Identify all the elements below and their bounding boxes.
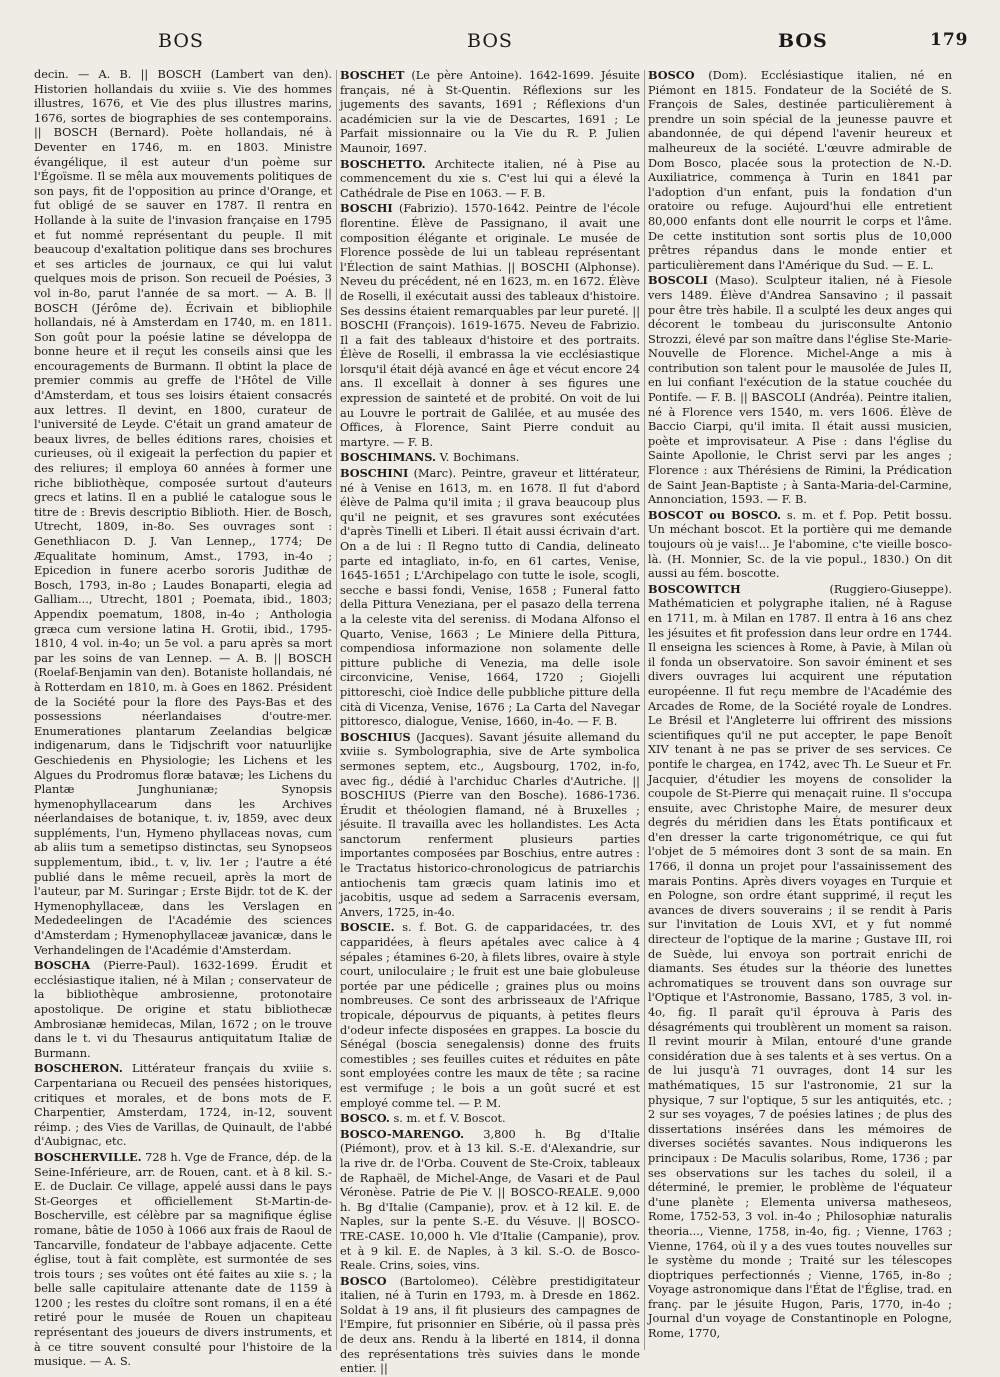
entry-headword: BOSCHERON. xyxy=(34,1061,123,1076)
dictionary-entry xyxy=(340,1127,640,1274)
dictionary-entry xyxy=(34,958,332,1061)
running-head-center: BOS xyxy=(467,30,513,52)
entry-headword: BOSCHERVILLE. xyxy=(34,1149,142,1164)
entry-headword: BOSCHA xyxy=(34,958,91,973)
entry-text: (Jacques). Savant jésuite allemand du xviiie s. Symbolographia, sive de Arte symbolica sermones septem, etc., Augsbourg, 1702, in-fo, avec fig., dédié à l'archiduc Charles d'Autriche. || BOSCHIUS (Pierre van den Bosche). 1686-1736. Érudit et théologien flamand, né à Bruxelles ; jésuite. Il travailla avec les hollandistes. Les Acta sanctorum renferment plusieurs parties importantes composées par Boschius, entre autres : le Tractatus historico-chronologicus de patriarchis antiochenis tam græcis quam latinis imo et jacobitis, usque ad sedem a Sarracenis eversam, Anvers, 1725, in-4o. xyxy=(340,730,640,919)
entry-text: (Maso). Sculpteur italien, né à Fiesole vers 1489. Élève d'Andrea Sansavino ; il passait pour être très habile. Il a sculpté les deux anges qui décorent le tombeau du jurisconsulte Antonio Strozzi, élevé par son maître dans l'église Ste-Marie-Nouvelle de Florence. Michel-Ange a mis à contribution son talent pour le mausolée de Jules II, en lui confiant l'exécution de la statue couchée du Pontife. — F. B. || BASCOLI (Andréa). Peintre italien, né à Florence vers 1540, m. vers 1606. Élève de Baccio Ciarpi, qu'il imita. Il était aussi musicien, poète et improvisateur. A Pise : dans l'église du Sainte Apollonie, le Christ servi par les anges ; Florence : aux Thérésiens de Rimini, la Prédication de Saint Jean-Baptiste ; à Santa-Maria-del-Carmine, Annonciation, 1593. — F. B. xyxy=(648,274,952,507)
dictionary-entry xyxy=(340,450,640,466)
column-2 xyxy=(340,68,640,1376)
entry-text: decin. — A. B. || BOSCH (Lambert van den). Historien hollandais du xviiie s. Vie des hommes illustres, 1676, et Vie des plus illustres marins, 1676, sortes de biographies de ses contemporains. || BOSCH (Bernard). Poète hollandais, né à Deventer en 1746, m. en 1803. Ministre évangélique, il est auteur d'un poème sur l'Égoïsme. Il se mêla aux mouvements politiques de son pays, fit de l'opposition au prince d'Orange, et fut obligé de se sauver en 1787. Il rentra en Hollande à la suite de l'invasion française en 1795 et fut nommé représentant du peuple. Il mit beaucoup d'exaltation politique dans ses brochures et ses articles de journaux, ce qui lui valut quelques mois de prison. Son recueil de Poésies, 3 vol in-8o, parut l'année de sa mort. — A. B. || BOSCH (Jérôme de). Écrivain et bibliophile hollandais, né à Amsterdam en 1740, m. en 1811. Son goût pour la poésie latine se développa de bonne heure et il reçut les conseils ainsi que les encouragements de Burmann. Il obtint la place de premier commis au greffe de l'Hôtel de Ville d'Amsterdam, et tous ses loisirs étaient consacrés aux lettres. Il devint, en 1800, curateur de l'université de Leyde. C'était un grand amateur de beaux livres, de belles éditions rares, choisies et curieuses, où il exigeait la perfection du papier et des reliures; il employa 60 années à former une riche bibliothèque, composée surtout d'auteurs grecs et latins. Il en a publié le catalogue sous le titre de : Brevis descriptio Biblioth. Hier. de Bosch, Utrecht, 1809, in-8o. Ses ouvrages sont : Genethliacon D. J. Van Lennep,, 1774; De Æqualitate hominum, Amst., 1793, in-4o ; Epicedion in funere acerbo sororis Judithæ de Bosch, 1793, in-8o ; Laudes Bonaparti, elegia ad Galliam..., Utrecht, 1801 ; Poemata, ibid., 1803; Appendix poematum, 1808, in-4o ; Anthologia græca cum versione latina H. Grotii, ibid., 1795-1810, 4 vol. in-4o; un 5e vol. a paru après sa mort par les soins de van Lennep. — A. B. || BOSCH (Roelaf-Benjamin van den). Botaniste hollandais, né à Rotterdam en 1810, m. à Goes en 1862. Président de la Société pour la flore des Pays-Bas et des possessions néerlandaises d'outre-mer. Enumerationes plantarum Zeelandias belgicæ indigenarum, dans le Tidjschrift voor natuurlijke Geschiedenis en Physiologie; les Lichens et les Algues du Prodromus floræ batavæ; les Lichens du Plantæ Junghunianæ; Synopsis hymenophyllacearum dans les Archives néerlandaises de botanique, t. iv, 1859, avec deux suppléments, l'un, Hymeno phyllaceas novas, cum ab aliis tum a semetipso distinctas, seu Synopseos supplementum, ibid., t. v, liv. 1er ; l'autre a été publié dans le même recueil, après la mort de l'auteur, par M. Suringar ; Erste Bijdr. tot de K. der Hymenophyllaceæ, dans les Verslagen en Mededeelingen de l'Académie des sciences d'Amsterdam ; Hymenophyllaceæ javanicæ, dans le Verhandelingen de l'Académie d'Amsterdam. xyxy=(34,68,332,957)
dictionary-entry xyxy=(340,1111,640,1127)
entry-headword: BOSCO xyxy=(340,1273,387,1288)
dictionary-entry xyxy=(340,157,640,202)
entry-headword: BOSCOWITCH xyxy=(648,581,741,596)
entry-text: (Ruggiero-Giuseppe). Mathématicien et polygraphe italien, né à Raguse en 1711, m. à Milan en 1787. Il entra à 16 ans chez les jésuites et fit profession dans leur ordre en 1744. Il enseigna les sciences à Rome, à Pavie, à Milan où il fonda un observatoire. Son savoir éminent et ses divers ouvrages lui acquirent une réputation européenne. Il fut reçu membre de l'Académie des Arcades de Rome, de la Société royale de Londres. Le Brésil et l'Angleterre lui offrirent des missions scientifiques qu'il ne put accepter, le pape Benoît XIV tenant à ne pas se priver de ses services. Ce pontife le chargea, en 1742, avec Th. Le Sueur et Fr. Jacquier, d'étudier les moyens de consolider la coupole de St-Pierre qui menaçait ruine. Il s'occupa ensuite, avec Christophe Maire, de mesurer deux degrés du méridien dans les États pontificaux et d'en dresser la carte trigonométrique, ce qui fut l'objet de 5 mémoires dont 3 sont de sa main. En 1766, il donna un projet pour l'assainissement des marais Pontins. Après divers voyages en Turquie et en Pologne, son ordre étant supprimé, il reçut les avances de divers souverains ; il se rendit à Paris sur l'invitation de Louis XVI, et y fut nommé directeur de l'optique de la marine ; Gustave III, roi de Suède, lui envoya son portrait enrichi de diamants. Ses études sur la théorie des lunettes achromatiques se trouvent dans son ouvrage sur l'Optique et l'Astronomie, Bassano, 1785, 3 vol. in-4o, fig. Il paraît qu'il éprouva à Paris des désagréments qui troublèrent un moment sa raison. Il revint mourir à Milan, entouré d'une grande considération due à ses talents et à ses vertus. On a de lui jusqu'à 71 ouvrages, dont 14 sur les mathématiques, 15 sur l'astronomie, 21 sur la physique, 7 sur l'optique, 5 sur les antiquités, etc. ; 2 sur ses voyages, 7 de poésies latines ; de plus des dissertations insérées dans les mémoires de diverses sociétés savantes. Nous indiquerons les principaux : De Maculis solaribus, Rome, 1736 ; par ses observations sur les taches du soleil, il a déterminé, le premier, le problème de l'équateur d'une planète ; Elementa universa matheseos, Rome, 1752-53, 3 vol. in-4o ; Philosophiæ naturalis theoria..., Vienne, 1758, in-4o, fig. ; Vienne, 1763 ; Vienne, 1764, où il y a des vues toutes nouvelles sur le système du monde ; Traité sur les télescopes dioptriques perfectionnés ; Vienne, 1765, in-8o ; Voyage astronomique dans l'État de l'Église, trad. en franç. par le jésuite Hugon, Paris, 1770, in-4o ; Journal d'un voyage de Constantinople en Pologne, Rome, 1770, xyxy=(648,582,952,1341)
entry-headword: BOSCHINI xyxy=(340,466,409,481)
dictionary-entry xyxy=(34,1150,332,1370)
entry-text: (Fabrizio). 1570-1642. Peintre de l'école florentine. Élève de Passignano, il avait une composition élégante et originale. Le musée de Florence possède de lui un tableau représentant l'Élection de saint Mathias. || BOSCHI (Alphonse). Neveu du précédent, né en 1623, m. en 1672. Élève de Roselli, il exécutait aussi des tableaux d'histoire. Ses dessins étaient remarquables par leur pureté. || BOSCHI (François). 1619-1675. Neveu de Fabrizio. Il a fait des tableaux d'histoire et des portraits. Élève de Roselli, il embrassa la vie ecclésiastique lorsqu'il était déjà avancé en âge et vécut encore 24 ans. Il excellait à donner à ses figures une expression de sainteté et de probité. On voit de lui au Louvre le portrait de Galilée, et au musée des Offices, à Florence, Saint Pierre conduit au martyre. — F. B. xyxy=(340,202,640,449)
entry-headword: BOSCO-MARENGO. xyxy=(340,1126,465,1141)
dictionary-entry xyxy=(648,68,952,273)
column-1 xyxy=(34,68,332,1369)
entry-headword: BOSCHIMANS. xyxy=(340,450,436,465)
running-head-right: BOS xyxy=(778,30,828,52)
column-divider xyxy=(336,70,337,1350)
entry-text: (Le père Antoine). 1642-1699. Jésuite français, né à St-Quentin. Réflexions sur les jugements des savants, 1691 ; Réflexions d'un académicien sur la vie de Descartes, 1691 ; Le Parfait missionnaire ou la Vie du R. P. Julien Maunoir, 1697. xyxy=(340,69,640,155)
entry-text: s. m. et f. Pop. Petit bossu. Un méchant boscot. Et la portière qui me demande toujours où je vais!... Je l'abomine, c'te vieille bosco-là. (H. Monnier, Sc. de la vie popul., 1830.) On dit aussi au fém. boscotte. xyxy=(648,508,952,581)
dictionary-entry xyxy=(340,466,640,730)
running-head-left: BOS xyxy=(158,30,204,52)
entry-text: s. m. et f. V. Boscot. xyxy=(389,1112,506,1126)
entry-text: Littérateur français du xviiie s. Carpentariana ou Recueil des pensées historiques, critiques et morales, et de bons mots de F. Charpentier, Amsterdam, 1724, in-12, souvent réimp. ; des Vies de Varillas, de Quinault, de l'abbé d'Aubignac, etc. xyxy=(34,1062,332,1149)
page-number: 179 xyxy=(930,30,969,50)
entry-headword: BOSCOLI xyxy=(648,273,708,288)
entry-headword: BOSCIE. xyxy=(340,920,395,935)
entry-headword: BOSCHET xyxy=(340,68,405,82)
entry-text: V. Bochimans. xyxy=(436,451,520,465)
dictionary-entry xyxy=(340,730,640,921)
dictionary-entry xyxy=(340,1274,640,1377)
dictionary-entry xyxy=(648,582,952,1342)
dictionary-entry xyxy=(340,68,640,157)
running-head xyxy=(0,30,1000,64)
dictionary-entry xyxy=(648,273,952,508)
dictionary-entry xyxy=(34,1061,332,1150)
entry-headword: BOSCO. xyxy=(340,1111,390,1126)
entry-headword: BOSCHIUS xyxy=(340,729,411,744)
entry-text: 3,800 h. Bg d'Italie (Piémont), prov. et à 13 kil. S.-E. d'Alexandrie, sur la rive dr. de l'Orba. Couvent de Ste-Croix, tableaux de Raphaël, de Michel-Ange, de Vasari et de Paul Véronèse. Patrie de Pie V. || BOSCO-REALE. 9,000 h. Bg d'Italie (Campanie), prov. et à 12 kil. E. de Naples, sur la pente S.-E. du Vésuve. || BOSCO-TRE-CASE. 10,000 h. Vle d'Italie (Campanie), prov. et à 9 kil. E. de Naples, à 3 kil. S.-O. de Bosco-Reale. Crins, soies, vins. xyxy=(340,1127,640,1273)
entry-headword: BOSCO xyxy=(648,68,695,82)
entry-text: s. f. Bot. G. de capparidacées, tr. des capparidées, à fleurs apétales avec calice à 4 sépales ; étamines 6-20, à filets libres, ovaire à style court, uniloculaire ; le fruit est une baie globuleuse portée par une pédicelle ; graines plus ou moins nombreuses. Ce sont des arbrisseaux de l'Afrique tropicale, dépourvus de piquants, à petites fleurs d'odeur infecte disposées en grappes. La boscie du Sénégal (boscia senegalensis) donne des fruits comestibles ; ses feuilles cuites et réduites en pâte sont employées contre les maux de tête ; sa racine est vermifuge ; le bois a un goût sucré et est employé comme tel. — P. M. xyxy=(340,921,640,1110)
column-divider xyxy=(644,70,645,1350)
entry-headword: BOSCHETTO. xyxy=(340,156,426,171)
dictionary-entry xyxy=(340,920,640,1111)
entry-text: Architecte italien, né à Pise au commencement du xie s. C'est lui qui a élevé la Cathédrale de Pise en 1063. — F. B. xyxy=(340,157,640,200)
column-3 xyxy=(648,68,952,1348)
entry-text: (Marc). Peintre, graveur et littérateur, né à Venise en 1613, m. en 1678. Il fut d'abord élève de Palma qu'il imita ; il grava beaucoup plus qu'il ne peignit, et ses gravures sont exécutées d'après Tinelli et Liberi. Il était aussi écrivain d'art. On a de lui : Il Regno tutto di Candia, delineato parte ed intagliato, in-fo, en 61 cartes, Venise, 1645-1651 ; L'Archipelago con tutte le isole, scogli, secche e bassi fondi, Venise, 1658 ; Funeral fatto della Pittura Veneziana, per el pasazo della terrena a la celeste vita del sereniss. di Modana Alfonso el Quarto, Venise, 1663 ; Le Miniere della Pittura, compendiosa informazione non solamente delle pitture publiche di Venezia, ma delle isole circonvicine, Venise, 1664, 1720 ; Giojelli pittoreschi, cioè Indice delle pubbliche pitture della cità di Vicenza, Venise, 1676 ; La Carta del Navegar pittoresco, dialogue, Venise, 1660, in-4o. — F. B. xyxy=(340,467,640,729)
dictionary-entry xyxy=(648,508,952,582)
entry-text: (Dom). Ecclésiastique italien, né en Piémont en 1815. Fondateur de la Société de S. François de Sales, destinée particulièrement à prendre un soin spécial de la jeunesse pauvre et abandonnée, de qui dépend l'avenir heureux et malheureux de la société. L'œuvre admirable de Dom Bosco, placée sous la protection de N.-D. Auxiliatrice, commença à Turin en 1841 par l'adoption d'un enfant, puis la fondation d'un oratoire ou refuge. Aujourd'hui elle entretient 80,000 enfants dont elle nourrit le corps et l'âme. De cette institution sont sortis plus de 10,000 prêtres répandus dans le monde entier et particulièrement dans l'Amérique du Sud. — E. L. xyxy=(648,69,952,272)
entry-text: 728 h. Vge de France, dép. de la Seine-Inférieure, arr. de Rouen, cant. et à 8 kil. S.-E. de Duclair. Ce village, appelé aussi dans le pays St-Georges et officiellement St-Martin-de-Boscherville, est célèbre par sa magnifique église romane, bâtie de 1050 à 1066 aux frais de Raoul de Tancarville, fondateur de l'abbaye adjacente. Cette église, tout à fait complète, est surmontée de ses trois tours ; ses voûtes ont été faites au xiie s. ; la belle salle capitulaire attenante date de 1159 à 1200 ; les restes du cloître sont romans, il en a été retiré pour le musée de Rouen un chapiteau représentant des joueurs de divers instruments, et à ce titre souvent consulté pour l'histoire de la musique. — A. S. xyxy=(34,1150,332,1369)
entry-text: (Pierre-Paul). 1632-1699. Érudit et ecclésiastique italien, né à Milan ; conservateur de la bibliothèque ambrosienne, protonotaire apostolique. De origine et statu bibliothecæ Ambrosianæ hemidecas, Milan, 1672 ; on le trouve dans le t. vi du Thesaurus antiquitatum Italiæ de Burmann. xyxy=(34,959,332,1060)
entry-headword: BOSCHI xyxy=(340,201,393,216)
entry-text: (Bartolomeo). Célèbre prestidigitateur italien, né à Turin en 1793, m. à Dresde en 1862. Soldat à 19 ans, il fit plusieurs des campagnes de l'Empire, fut prisonnier en Sibérie, où il passa près de deux ans. Rendu à la liberté en 1814, il donna des représentations très suivies dans le monde entier. || xyxy=(340,1274,640,1376)
dictionary-entry xyxy=(340,201,640,450)
entry-headword: BOSCOT ou BOSCO. xyxy=(648,507,781,522)
dictionary-entry xyxy=(34,68,332,958)
